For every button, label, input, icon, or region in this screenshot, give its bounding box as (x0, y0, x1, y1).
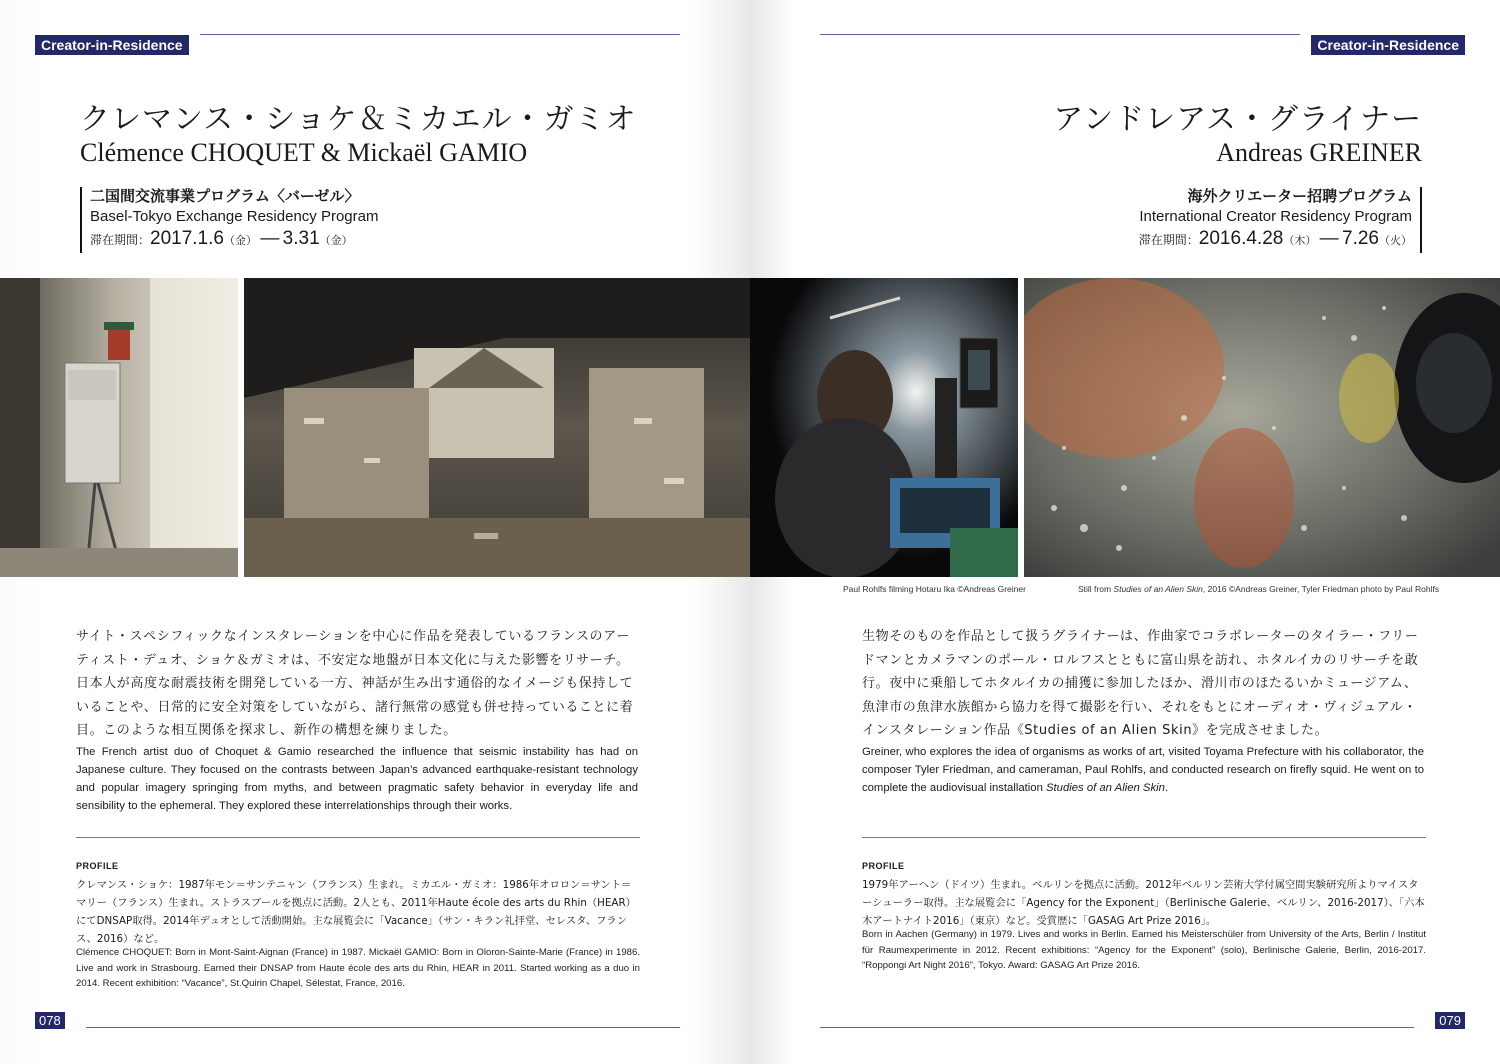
footer-rule (820, 1027, 1414, 1028)
stay-start-day: （木） (1283, 235, 1317, 247)
body-en-end: . (1164, 782, 1169, 794)
body-text-jp: サイト・スペシフィックなインスタレーションを中心に作品を発表しているフランスのアーティスト・デュオ、ショケ＆ガミオは、不安定な地盤が日本文化に与えた影響をリサーチ。日本人が高度な耐震技術を開発している一方、神話が生み出す通俗的なイメージも保持していることや、日常的に安全対策をしていながら、諸行無常の感覚も併せ持っていることに着目。このような相互関係を探求し、新作の構想を練りました。 (76, 629, 634, 738)
program-info (1139, 187, 1422, 253)
photo-concrete-structure (244, 278, 750, 577)
stay-dash: — (260, 228, 280, 249)
stay-label: 滞在期間： (90, 233, 151, 247)
caption-work-title: Studies of an Alien Skin (1113, 584, 1203, 594)
stay-start: 2017.1.6 (150, 228, 224, 249)
profile-text-jp: クレマンス・ショケ：1987年モン＝サンテニャン（フランス）生まれ。ミカエル・ガミオ：1986年オロロン＝サント＝マリー（フランス）生まれ。ストラスブールを拠点に活動。2人とも、2011年Haute école des arts du Rhin（HEAR）にてDNSAP取得。2014年デュオとして活動開始。主な展覧会に「Vacance」（サン・キラン礼拝堂、セレスタ、フランス、2016）など。 (76, 879, 636, 945)
artist-name-jp: クレマンス・ショケ＆ミカエル・ガミオ (80, 102, 637, 137)
right-page (750, 0, 1500, 1064)
section-tag: Creator-in-Residence (35, 35, 189, 55)
caption-alien-skin (1078, 584, 1439, 594)
caption-filming: Paul Rohlfs filming Hotaru Ika ©Andreas Greiner (843, 584, 1026, 594)
profile-divider (862, 837, 1426, 838)
body-text-en: The French artist duo of Choquet & Gamio researched the influence that seismic instability has had on Japanese culture. They focused on the contrasts between Japan’s advanced earthquake-resistant technology and popular imagery springing from myths, and between pragmatic safety behavior in everyday life and sensibility to the ephemeral. They explored these interrelationships through their works. (76, 746, 638, 812)
stay-dash: — (1319, 228, 1339, 249)
page-number: 078 (35, 1012, 65, 1029)
profile-divider (76, 837, 640, 838)
profile-text-en: Clémence CHOQUET: Born in Mont-Saint-Aignan (France) in 1987. Mickaël GAMIO: Born in Oloron-Sainte-Marie (France) in 1986. Live and work in Strasbourg. Earned their DNSAP from Haute école des arts du Rhin, HEAR in 2011. Started working as a duo in 2014. Recent exhibition: “Vacance”, St.Quirin Chapel, Sélestat, France, 2016. (76, 947, 640, 989)
body-en-text: Greiner, who explores the idea of organisms as works of art, visited Toyama Prefecture with his collaborator, the composer Tyler Friedman, and cameraman, Paul Rohlfs, and conducted research on firefly squid. He went on to complete the audiovisual installation (862, 746, 1424, 794)
profile-text-jp: 1979年アーヘン（ドイツ）生まれ。ベルリンを拠点に活動。2012年ベルリン芸術大学付属空間実験研究所よりマイスターシューラー取得。主な展覧会に「Agency for the Exponent」（Berlinische Galerie、ベルリン、2016-2017）、「六本木アートナイト2016」（東京）など。受賞歴に「GASAG Art Prize 2016」。 (862, 879, 1425, 927)
body-text-en (862, 743, 1424, 797)
stay-period (90, 227, 378, 253)
photo-meter-shrine (0, 278, 238, 577)
artist-name-en: Clémence CHOQUET & Mickaël GAMIO (80, 138, 528, 167)
page-number: 079 (1435, 1012, 1465, 1029)
stay-start-day: （金） (223, 235, 257, 247)
program-name-en: Basel-Tokyo Exchange Residency Program (90, 208, 379, 225)
artist-name-en: Andreas GREINER (1216, 138, 1422, 167)
profile-heading: PROFILE (76, 861, 119, 871)
program-name-jp: 二国間交流事業プログラム〈バーゼル〉 (90, 188, 360, 205)
stay-end-day: （火） (1379, 235, 1412, 247)
stay-label: 滞在期間： (1138, 233, 1199, 247)
stay-start: 2016.4.28 (1198, 228, 1284, 249)
profile-text-en: Born in Aachen (Germany) in 1979. Lives and works in Berlin. Earned his Meisterschüler from University of the Arts, Berlin / Institut für Raumexperimente in 2012. Recent exhibitions: “Agency for the Exponent” (solo), Berlinische Galerie, Berlin, 2016-2017. “Roppongi Art Night 2016”, Tokyo. Award: GASAG Art Prize 2016. (862, 929, 1426, 971)
caption-credit: , 2016 ©Andreas Greiner, Tyler Friedman photo by Paul Rohlfs (1202, 584, 1440, 594)
stay-end: 3.31 (282, 228, 320, 249)
body-en-work-title: Studies of an Alien Skin (1046, 782, 1165, 794)
artist-name-jp: アンドレアス・グライナー (1053, 102, 1422, 137)
stay-end: 7.26 (1342, 228, 1379, 249)
caption-text: Still from (1078, 584, 1114, 594)
footer-rule (86, 1027, 680, 1028)
program-name-en: International Creator Residency Program (1139, 208, 1412, 225)
stay-end-day: （金） (319, 235, 353, 247)
stay-period (1139, 227, 1412, 253)
profile-heading: PROFILE (862, 861, 905, 871)
section-tag: Creator-in-Residence (1311, 35, 1465, 55)
program-info (80, 187, 378, 253)
body-text-jp: 生物そのものを作品として扱うグライナーは、作曲家でコラボレーターのタイラー・フリードマンとカメラマンのポール・ロルフスとともに富山県を訪れ、ホタルイカのリサーチを敢行。夜中に乗船してホタルイカの捕獲に参加したほか、滑川市のほたるいかミュージアム、魚津市の魚津水族館から協力を得て撮影を行い、それをもとにオーディオ・ヴィジュアル・インスタレーション作品《Studies of an Alien Skin》を完成させました。 (862, 629, 1419, 738)
program-name-jp: 海外クリエーター招聘プログラム (1187, 188, 1412, 205)
header-rule (820, 34, 1300, 35)
header-rule (200, 34, 680, 35)
photo-alien-skin (1024, 278, 1500, 577)
photo-filming (750, 278, 1018, 577)
